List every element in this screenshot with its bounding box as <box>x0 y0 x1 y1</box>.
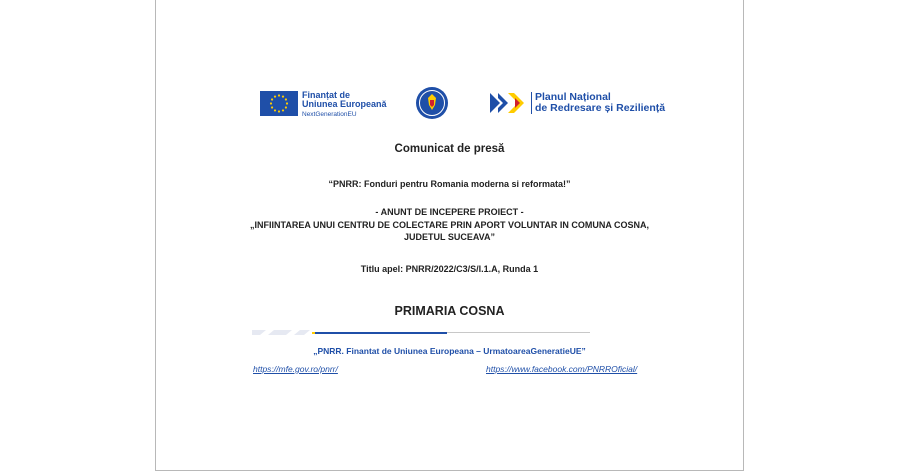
logo-bar <box>156 86 743 122</box>
eu-star-icon <box>274 109 276 111</box>
pnrr-mark-icon <box>488 90 526 116</box>
project-title-line2: JUDETUL SUCEAVA” <box>403 232 495 242</box>
beneficiary-name: PRIMARIA COSNA <box>394 304 505 318</box>
eu-star-icon <box>274 95 276 97</box>
eu-star-icon <box>271 106 273 108</box>
page-title: Comunicat de presă <box>394 143 505 155</box>
eu-star-icon <box>285 98 287 100</box>
mfe-website-link[interactable]: https://mfe.gov.ro/pnrr/ <box>253 364 338 374</box>
eu-flag-icon <box>260 91 298 116</box>
program-slogan: “PNRR: Fonduri pentru Romania moderna si reformata!” <box>328 179 571 189</box>
eu-star-icon <box>285 106 287 108</box>
pnrr-logo-line2: de Redresare și Reziliență <box>535 102 666 114</box>
facebook-page-link[interactable]: https://www.facebook.com/PNRROficial/ <box>486 364 638 374</box>
eu-funding-logo <box>260 91 387 119</box>
eu-star-icon <box>278 110 280 112</box>
eu-star-icon <box>270 102 272 104</box>
document-page <box>155 0 744 471</box>
eu-logo-line1: Finanțat de <box>302 90 351 100</box>
pnrr-logo <box>488 90 665 116</box>
call-title: Titlu apel: PNRR/2022/C3/S/I.1.A, Runda 1 <box>360 264 539 274</box>
footer-slogan: „PNRR. Finantat de Uniunea Europeana – UrmatoareaGeneratieUE” <box>313 346 586 356</box>
government-seal-icon <box>415 86 449 120</box>
announcement-heading: - ANUNT DE INCEPERE PROIECT - <box>375 207 524 217</box>
eu-star-icon <box>282 109 284 111</box>
eu-star-icon <box>282 95 284 97</box>
pnrr-logo-line1: Planul Național <box>535 90 611 103</box>
eu-logo-line2: Uniunea Europeană <box>302 99 387 110</box>
eu-star-icon <box>286 102 288 104</box>
decorative-divider <box>252 330 590 335</box>
eu-logo-line3: NextGenerationEU <box>302 110 357 118</box>
project-title-line1: „INFIINTAREA UNUI CENTRU DE COLECTARE PRIN APORT VOLUNTAR IN COMUNA COSNA, <box>250 220 649 230</box>
eu-star-icon <box>278 94 280 96</box>
eu-star-icon <box>271 98 273 100</box>
